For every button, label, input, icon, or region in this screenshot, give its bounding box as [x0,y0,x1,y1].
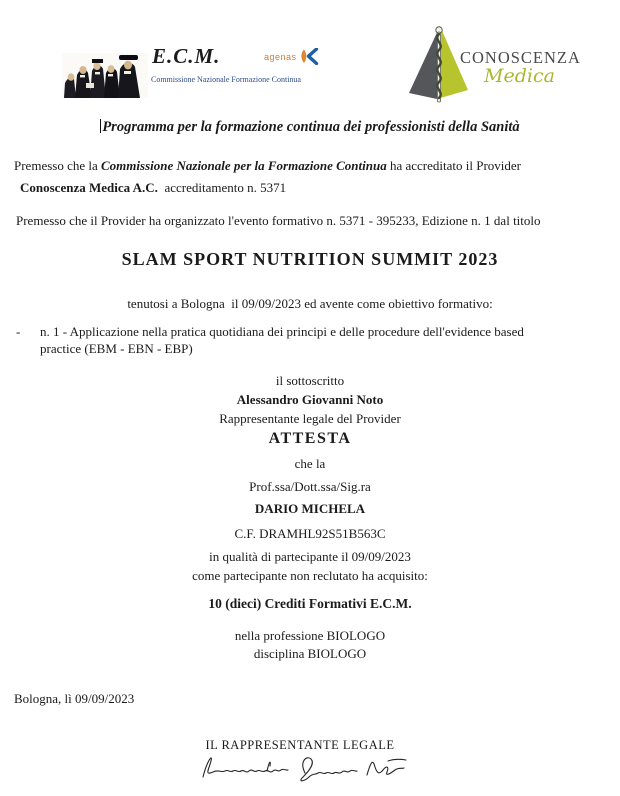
legal-rep-signature [197,749,412,785]
participant-name: DARIO MICHELA [254,501,366,516]
objective-text: n. 1 - Applicazione nella pratica quotidiana dei principi e delle procedure dell'evidence based practice (EBM - EBN - EBP) [40,324,524,356]
event-info: tenutosi a Bologna il 09/09/2023 ed avente come obiettivo formativo: [127,296,493,311]
che-la-line: che la [294,456,326,471]
legal-rep-role: Rappresentante legale del Provider [219,411,401,426]
attesta-heading: ATTESTA [268,430,352,447]
premise1-line2: Conoscenza Medica A.C. accreditamento n. 5371 [20,180,287,195]
objective-marker: - [16,324,21,339]
acquired-line: come partecipante non reclutato ha acquisito: [192,568,428,583]
objective-item [16,323,596,357]
program-title: Programma per la formazione continua dei professionisti della Sanità [102,119,520,135]
agenas-mark-icon [299,48,319,65]
signature-heading: IL RAPPRESENTANTE LEGALE [205,738,395,752]
place-date: Bologna, lì 09/09/2023 [14,691,135,706]
legal-rep-name: Alessandro Giovanni Noto [236,392,384,407]
participation-line: in qualità di partecipante il 09/09/2023 [209,549,411,564]
conoscenza-medica-logo [402,20,597,105]
pyramid-dark-face [409,26,440,99]
discipline-line: disciplina BIOLOGO [253,646,367,661]
ecm-people-image [62,53,148,98]
ecm-logo-title: E.C.M. [152,44,221,68]
fiscal-code: C.F. DRAMHL92S51B563C [234,526,386,541]
conoscenza-wordmark: CONOSCENZA [460,48,581,67]
agenas-logo-label: agenas [264,51,297,62]
premise2: Premesso che il Provider ha organizzato l'evento formativo n. 5371 - 395233, Edizione n. 1 dal titolo [16,213,541,228]
profession-line: nella professione BIOLOGO [234,628,386,643]
undersigned-line: il sottoscritto [275,373,345,388]
credits-line: 10 (dieci) Crediti Formativi E.C.M. [208,596,412,611]
premise1-line1: Premesso che la Commissione Nazionale per la Formazione Continua ha accreditato il Provider [14,158,521,173]
event-title: SLAM SPORT NUTRITION SUMMIT 2023 [121,249,499,269]
titles-line: Prof.ssa/Dott.ssa/Sig.ra [249,479,371,494]
medica-wordmark: Medica [484,65,555,87]
agenas-logo [264,48,319,65]
ecm-logo-subtitle: Commissione Nazionale Formazione Continua [151,75,301,84]
